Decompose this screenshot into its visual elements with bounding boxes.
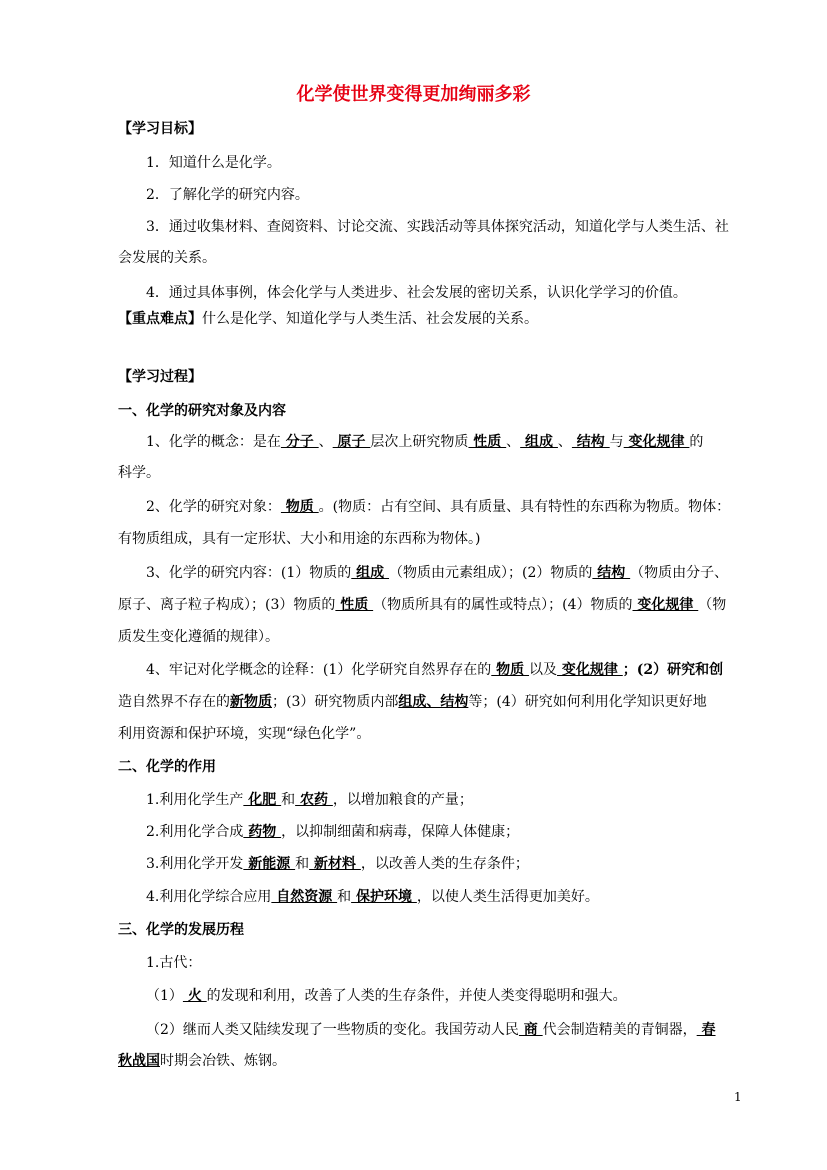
text: 等；(4）研究如何利用化学知识更好地 xyxy=(468,694,707,710)
text: 层次上研究物质 xyxy=(370,434,469,450)
answer-blank: 商 xyxy=(518,1022,543,1038)
answer-blank: 火 xyxy=(182,988,207,1004)
text: 和 xyxy=(281,792,296,808)
text: 和 xyxy=(295,856,310,872)
s3-p2-line2 xyxy=(118,1051,286,1071)
s3-p1 xyxy=(146,986,627,1006)
text: ；(2）研究和创 xyxy=(622,662,724,678)
text: 3、化学的研究内容：(1）物质的 xyxy=(146,565,352,581)
text: ，以改善人类的生存条件； xyxy=(360,856,529,872)
text: 、 xyxy=(557,434,572,450)
text: ，以抑制细菌和病毒，保障人体健康； xyxy=(281,824,520,840)
goal-item-4: 4．通过具体事例，体会化学与人类进步、社会发展的密切关系，认识化学学习的价值。 xyxy=(146,285,687,301)
s1-p2-line2: 有物质组成，具有一定形状、大小和用途的东西称为物体。) xyxy=(118,531,481,547)
text: 、 xyxy=(318,434,333,450)
s1-p3-line3: 质发生变化遵循的规律）。 xyxy=(118,629,279,645)
goals-heading: 【学习目标】 xyxy=(118,121,202,137)
text: （物质由分子、 xyxy=(630,565,729,581)
text: 、 xyxy=(506,434,521,450)
answer-blank: 结构 xyxy=(592,565,631,581)
answer-blank: 新物质 xyxy=(230,694,272,710)
answer-blank: 组成 xyxy=(520,434,558,450)
key-points xyxy=(118,309,538,329)
text: （1） xyxy=(146,988,183,1004)
key-points-label: 【重点难点】 xyxy=(118,311,202,327)
goal-item-1: 1．知道什么是化学。 xyxy=(146,155,281,171)
text: ，以使人类生活得更加美好。 xyxy=(416,889,599,905)
text: 原子、离子粒子构成）；(3）物质的 xyxy=(118,597,336,613)
text: 3.利用化学开发 xyxy=(146,856,244,872)
text: 4.利用化学综合应用 xyxy=(146,889,272,905)
goal-item-3: 3．通过收集材料、查阅资料、讨论交流、实践活动等具体探究活动，知道化学与人类生活、社 xyxy=(146,219,729,235)
answer-blank: 物质 xyxy=(280,499,319,515)
text: 代会制造精美的青铜器， xyxy=(542,1022,697,1038)
s3-p2-line1 xyxy=(146,1020,716,1040)
s1-p2-line1 xyxy=(146,497,730,517)
answer-blank: 结构 xyxy=(571,434,610,450)
text: 2、化学的研究对象： xyxy=(146,499,281,515)
answer-blank: 变化规律 xyxy=(623,434,690,450)
section-3-heading: 三、化学的发展历程 xyxy=(118,922,244,938)
answer-blank: 物质 xyxy=(491,662,530,678)
section-1-heading: 一、化学的研究对象及内容 xyxy=(118,403,286,419)
s2-item-1 xyxy=(146,790,473,810)
s1-p3-line1 xyxy=(146,563,728,583)
key-points-text: 什么是化学、知道化学与人类生活、社会发展的关系。 xyxy=(202,311,538,327)
text: 和 xyxy=(337,889,352,905)
text: ；(3）研究物质内部 xyxy=(272,694,399,710)
s1-p4-line2 xyxy=(118,692,707,712)
answer-blank: 秋战国 xyxy=(118,1053,160,1069)
answer-blank: 药物 xyxy=(243,824,282,840)
text: 以及 xyxy=(529,662,558,678)
answer-blank: 新材料 xyxy=(309,856,361,872)
text: （物质由元素组成）；(2）物质的 xyxy=(389,565,593,581)
s2-item-3 xyxy=(146,854,529,874)
page-number: 1 xyxy=(734,1090,742,1104)
answer-blank: 春 xyxy=(696,1022,716,1038)
answer-blank: 组成 xyxy=(351,565,390,581)
process-heading: 【学习过程】 xyxy=(118,369,202,385)
answer-blank: 性质 xyxy=(468,434,507,450)
text: （物 xyxy=(698,597,727,613)
goal-item-3-cont: 会发展的关系。 xyxy=(118,250,216,266)
text: 时期会冶铁、炼钢。 xyxy=(160,1053,286,1069)
text: 2.利用化学合成 xyxy=(146,824,244,840)
text: 。(物质：占有空间、具有质量、具有特性的东西称为物质。物体： xyxy=(318,499,731,515)
text: ，以增加粮食的产量； xyxy=(332,792,473,808)
goal-item-2: 2．了解化学的研究内容。 xyxy=(146,187,309,203)
text: 的 xyxy=(689,434,704,450)
s1-p1-line1 xyxy=(146,432,703,452)
answer-blank: 新能源 xyxy=(243,856,296,872)
text: 1.利用化学生产 xyxy=(146,792,244,808)
s2-item-4 xyxy=(146,887,599,907)
answer-blank: 性质 xyxy=(335,597,374,613)
section-2-heading: 二、化学的作用 xyxy=(118,759,216,775)
s3-ancient: 1.古代： xyxy=(146,955,202,971)
answer-blank: 农药 xyxy=(295,792,333,808)
s1-p4-line3: 利用资源和保护环境，实现“绿色化学”。 xyxy=(118,726,371,742)
text: 的发现和利用，改善了人类的生存条件，并使人类变得聪明和强大。 xyxy=(206,988,627,1004)
text: 4、牢记对化学概念的诠释：(1）化学研究自然界存在的 xyxy=(146,662,492,678)
text: 1、化学的概念：是在 xyxy=(146,434,281,450)
answer-blank: 分子 xyxy=(280,434,319,450)
answer-blank: 化肥 xyxy=(243,792,282,808)
answer-blank: 组成、结构 xyxy=(398,694,469,710)
s2-item-2 xyxy=(146,822,519,842)
answer-blank: 变化规律 xyxy=(557,662,623,678)
s1-p3-line2 xyxy=(118,595,726,615)
s1-p4-line1 xyxy=(146,660,723,680)
text: （2）继而人类又陆续发现了一些物质的变化。我国劳动人民 xyxy=(146,1022,519,1038)
answer-blank: 变化规律 xyxy=(632,597,699,613)
page-title: 化学使世界变得更加绚丽多彩 xyxy=(296,84,531,105)
text: 造自然界不存在的 xyxy=(118,694,230,710)
answer-blank: 保护环境 xyxy=(351,889,417,905)
s1-p1-line2: 科学。 xyxy=(118,465,160,481)
text: 与 xyxy=(609,434,624,450)
answer-blank: 原子 xyxy=(332,434,371,450)
text: （物质所具有的属性或特点）；(4）物质的 xyxy=(373,597,633,613)
answer-blank: 自然资源 xyxy=(271,889,338,905)
